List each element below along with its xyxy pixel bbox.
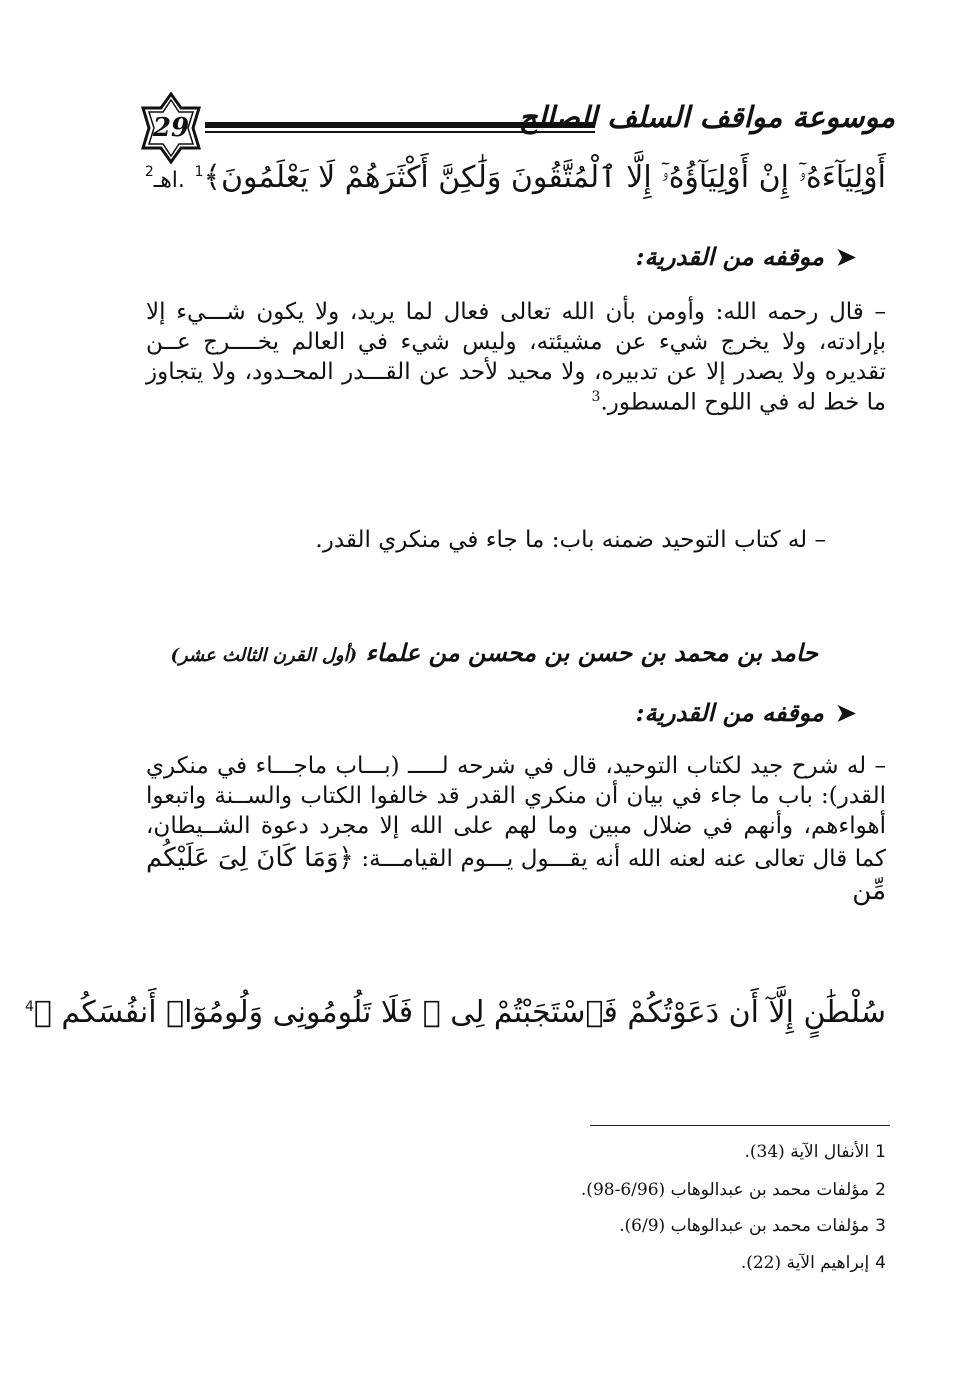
footnote-1 (744, 1142, 886, 1162)
heading-text: موقفه من القدرية: (635, 698, 824, 727)
page-badge (135, 92, 207, 164)
paragraph-belief (146, 298, 886, 418)
footnote-2 (581, 1180, 886, 1200)
section-heading-qadariyya-2 (636, 698, 856, 727)
quran-verse-text: سُلْطَٰنٍ إِلَّآ أَن دَعَوْتُكُمْ فَٱسْتَجَبْتُمْ لِى ۖ فَلَا تَلُومُونِى وَلُومُوٓا۟ أَنفُسَكُم ﴾ (33, 995, 886, 1030)
footnote-number: 2 (875, 1180, 886, 1200)
footnote-4 (741, 1253, 886, 1273)
footnote-number: 3 (875, 1216, 886, 1236)
series-title: موسوعة مواقف السلف الصالح (518, 100, 895, 134)
paragraph-text: – له شرح جيد لكتاب التوحيد، قال في شرحه لـــــ (بـــاب ماجـــاء في منكري القدر): باب ما جاء في بيان أن منكري القدر قد خالفوا الكتاب والســنة واتبعوا أهواءهم، وأنهم في ضلال مبين وما لهم على الله إلا مجرد دعوة الشــيطان، كما قال تعالى عنه لعنه الله أنه يقـــول يـــوم القيامـــة: (146, 753, 886, 872)
footnote-3 (619, 1216, 886, 1236)
footnote-ref-4: 4 (24, 999, 34, 1015)
footnote-text: مؤلفات محمد بن عبدالوهاب (6/96-98). (580, 1180, 870, 1200)
paragraph-book-tawhid: – له كتاب التوحيد ضمنه باب: ما جاء في منكري القدر. (315, 527, 826, 553)
footnote-number: 4 (875, 1253, 886, 1273)
scholar-heading (170, 638, 818, 667)
footnote-ref-2: 2 (144, 164, 154, 180)
arrowhead-left-icon: ➤ (835, 698, 856, 727)
footnote-ref-3: 3 (591, 388, 601, 405)
quran-verse-start: ﴿وَمَا كَانَ لِىَ عَلَيْكُم مِّن (146, 842, 886, 907)
paragraph-commentary (146, 752, 886, 909)
footnote-text: إبراهيم الآية (22). (740, 1253, 870, 1273)
footnote-ref-1: 1 (194, 164, 204, 180)
quran-verse-ibrahim (24, 995, 886, 1030)
section-heading-qadariyya (636, 242, 856, 271)
footnote-separator (590, 1125, 890, 1126)
scholar-name: حامد بن محمد بن حسن بن محسن من علماء (365, 638, 818, 667)
quran-verse-continuation (146, 160, 886, 195)
footnote-number: 1 (875, 1142, 886, 1162)
paragraph-text: – قال رحمه الله: وأومن بأن الله تعالى فعال لما يريد، ولا يكون شـــيء إلا بإرادته، ولا يخرج شيء عن مشيئته، وليس شيء في العالم يخــــرج عــن تقديره ولا يصدر إلا عن تدبيره، ولا محيد لأحد عن القـــدر المحـدود، ولا يتجاوز ما خط له في اللوح المسطور. (146, 299, 886, 416)
footnote-text: مؤلفات محمد بن عبدالوهاب (6/9). (619, 1216, 870, 1236)
page-number: 29 (152, 113, 190, 143)
quote-end-mark: .اهـ (153, 168, 185, 193)
heading-text: موقفه من القدرية: (635, 242, 824, 271)
quran-verse-text: أَوْلِيَآءَهُۥٓ إِنْ أَوْلِيَآؤُهُۥٓ إِلَّا ٱلْمُتَّقُونَ وَلَٰكِنَّ أَكْثَرَهُمْ لَا يَعْلَمُونَ﴾ (203, 160, 886, 195)
arrowhead-left-icon: ➤ (835, 242, 856, 271)
scholar-era: (أول القرن الثالث عشر) (170, 645, 358, 666)
footnote-text: الأنفال الآية (34). (744, 1142, 870, 1162)
